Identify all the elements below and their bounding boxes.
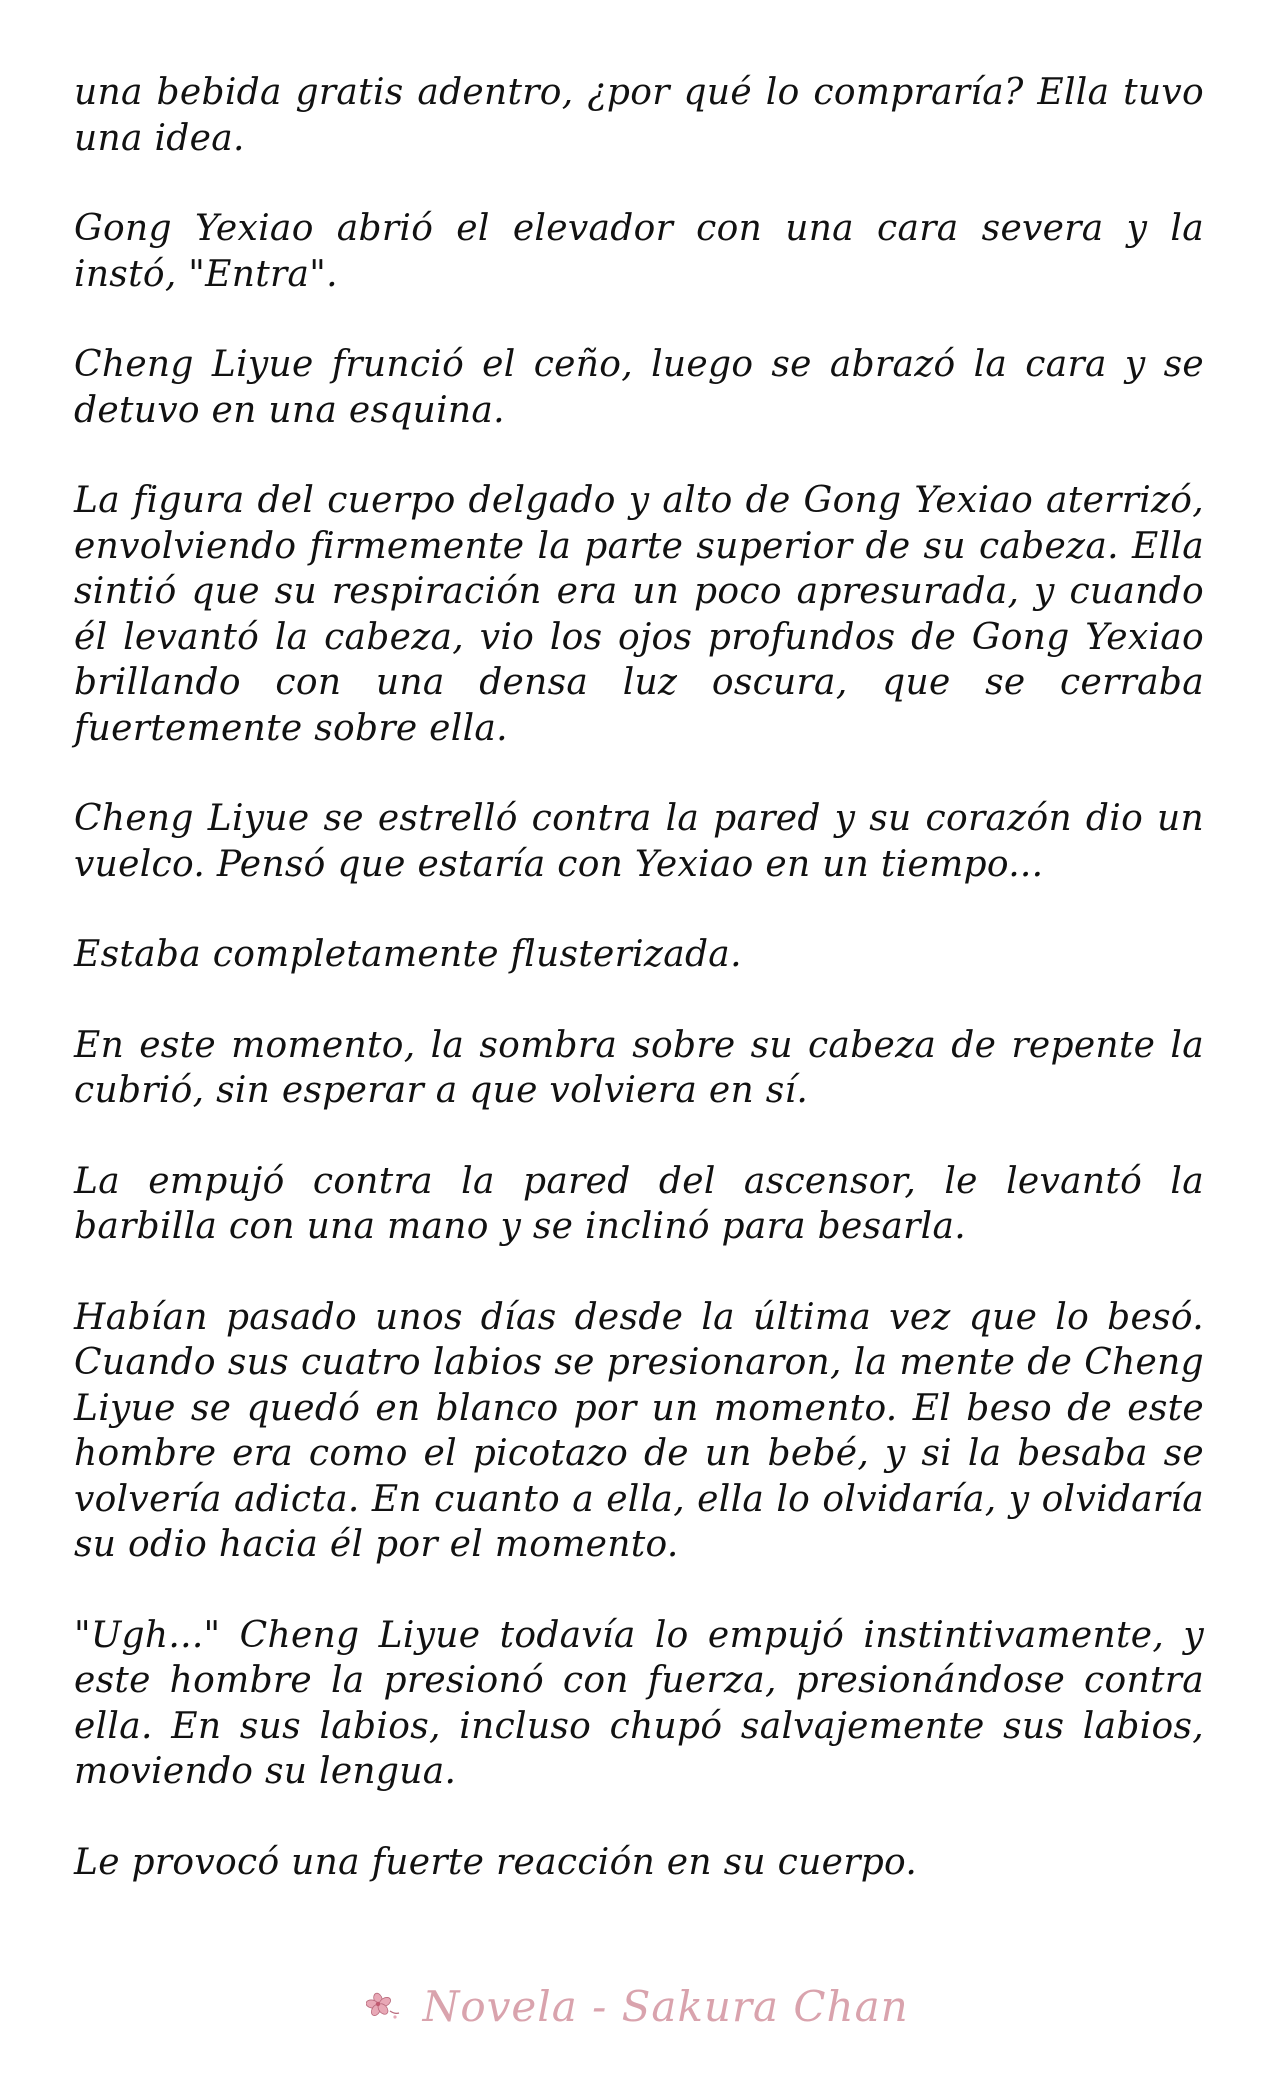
paragraph: Cheng Liyue se estrelló contra la pared y su corazón dio un vuelco. Pensó que estaría con Yexiao en un tiempo... (74, 798, 1204, 885)
paragraph: Gong Yexiao abrió el elevador con una cara severa y la instó, "Entra". (74, 208, 1204, 295)
paragraph: "Ugh..." Cheng Liyue todavía lo empujó instintivamente, y este hombre la presionó con fuerza, presionándose contra ella. En sus labios, incluso chupó salvajemente sus labios, moviendo su lengua. (74, 1614, 1204, 1792)
sakura-blossom-icon (366, 1982, 400, 2031)
story-text (74, 70, 1204, 1930)
paragraph: Cheng Liyue frunció el ceño, luego se abrazó la cara y se detuvo en una esquina. (74, 344, 1204, 431)
paragraph: En este momento, la sombra sobre su cabeza de repente la cubrió, sin esperar a que volviera en sí. (74, 1024, 1204, 1111)
paragraph: una bebida gratis adentro, ¿por qué lo compraría? Ella tuvo una idea. (74, 72, 1204, 159)
paragraph: Habían pasado unos días desde la última vez que lo besó. Cuando sus cuatro labios se presionaron, la mente de Cheng Liyue se quedó en blanco por un momento. El beso de este hombre era como el picotazo de un bebé, y si la besaba se volvería adicta. En cuanto a ella, ella lo olvidaría, y olvidaría su odio hacia él por el momento. (74, 1296, 1204, 1565)
watermark (0, 1982, 1275, 2035)
paragraph: Le provocó una fuerte reacción en su cuerpo. (74, 1841, 918, 1883)
paragraph: La figura del cuerpo delgado y alto de Gong Yexiao aterrizó, envolviendo firmemente la parte superior de su cabeza. Ella sintió que su respiración era un poco apresurada, y cuando él levantó la cabeza, vio los ojos profundos de Gong Yexiao brillando con una densa luz oscura, que se cerraba fuertemente sobre ella. (74, 480, 1204, 749)
watermark-text: Novela - Sakura Chan (422, 1982, 909, 2031)
paragraph: Estaba completamente flusterizada. (74, 934, 742, 975)
paragraph: La empujó contra la pared del ascensor, le levantó la barbilla con una mano y se inclinó para besarla. (74, 1160, 1204, 1247)
